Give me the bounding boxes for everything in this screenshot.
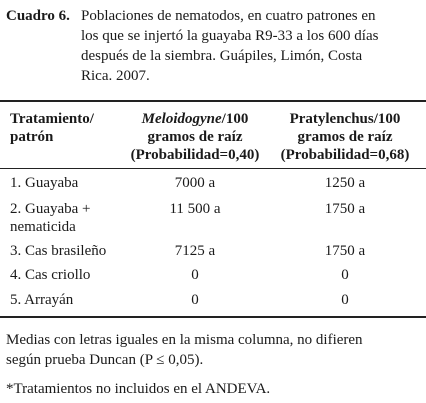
header-line: Tratamiento/	[10, 111, 94, 127]
table-caption	[81, 6, 419, 86]
cell-tratamiento: 5. Arrayán	[10, 292, 74, 308]
header-line: (Probabilidad=0,40)	[130, 147, 260, 163]
header-pratylenchus	[272, 110, 418, 164]
table-header-rule	[0, 168, 426, 169]
header-line: (Probabilidad=0,68)	[280, 147, 410, 163]
header-meloidogyne	[120, 110, 270, 164]
caption-line: Poblaciones de nematodos, en cuatro patrones en	[81, 8, 376, 24]
cell-tratamiento: 3. Cas brasileño	[10, 243, 107, 259]
cell-pratylenchus: 1750 a	[324, 243, 366, 259]
header-line: gramos de raíz	[297, 129, 393, 145]
header-genus: Meloidogyne	[141, 111, 222, 127]
cell-pratylenchus: 1250 a	[324, 175, 366, 191]
cell-meloidogyne: 11 500 a	[169, 201, 221, 217]
header-line: gramos de raíz	[147, 129, 243, 145]
cell-meloidogyne: 0	[191, 292, 199, 308]
table-bottom-rule	[0, 316, 426, 318]
table-footnote	[6, 330, 420, 370]
cell-tratamiento: 4. Cas criollo	[10, 267, 91, 283]
caption-line: Rica. 2007.	[81, 68, 150, 84]
footnote-line: según prueba Duncan (P ≤ 0,05).	[6, 352, 204, 368]
header-tratamiento	[10, 110, 94, 146]
header-line	[120, 110, 270, 128]
header-line: Pratylenchus/100	[289, 111, 401, 127]
cell-tratamiento: 1. Guayaba	[10, 175, 79, 191]
cell-tratamiento: 2. Guayaba +	[10, 201, 91, 217]
header-unit: /100	[221, 111, 249, 127]
cell-pratylenchus: 0	[341, 267, 349, 283]
table-top-rule	[0, 100, 426, 102]
cell-meloidogyne: 7125 a	[174, 243, 216, 259]
cell-meloidogyne: 0	[191, 267, 199, 283]
table-caption-label: Cuadro 6.	[6, 8, 70, 24]
cell-pratylenchus: 1750 a	[324, 201, 366, 217]
cell-meloidogyne: 7000 a	[174, 175, 216, 191]
caption-line: los que se injertó la guayaba R9-33 a los 600 días	[81, 28, 379, 44]
table-footnote-asterisk	[6, 379, 420, 399]
cell-tratamiento-line2: nematicida	[10, 219, 76, 235]
caption-line: después de la siembra. Guápiles, Limón, Costa	[81, 48, 363, 64]
footnote-line: *Tratamientos no incluidos en el ANDEVA.	[6, 381, 271, 397]
header-line: patrón	[10, 129, 54, 145]
footnote-line: Medias con letras iguales en la misma columna, no difieren	[6, 332, 363, 348]
cell-pratylenchus: 0	[341, 292, 349, 308]
